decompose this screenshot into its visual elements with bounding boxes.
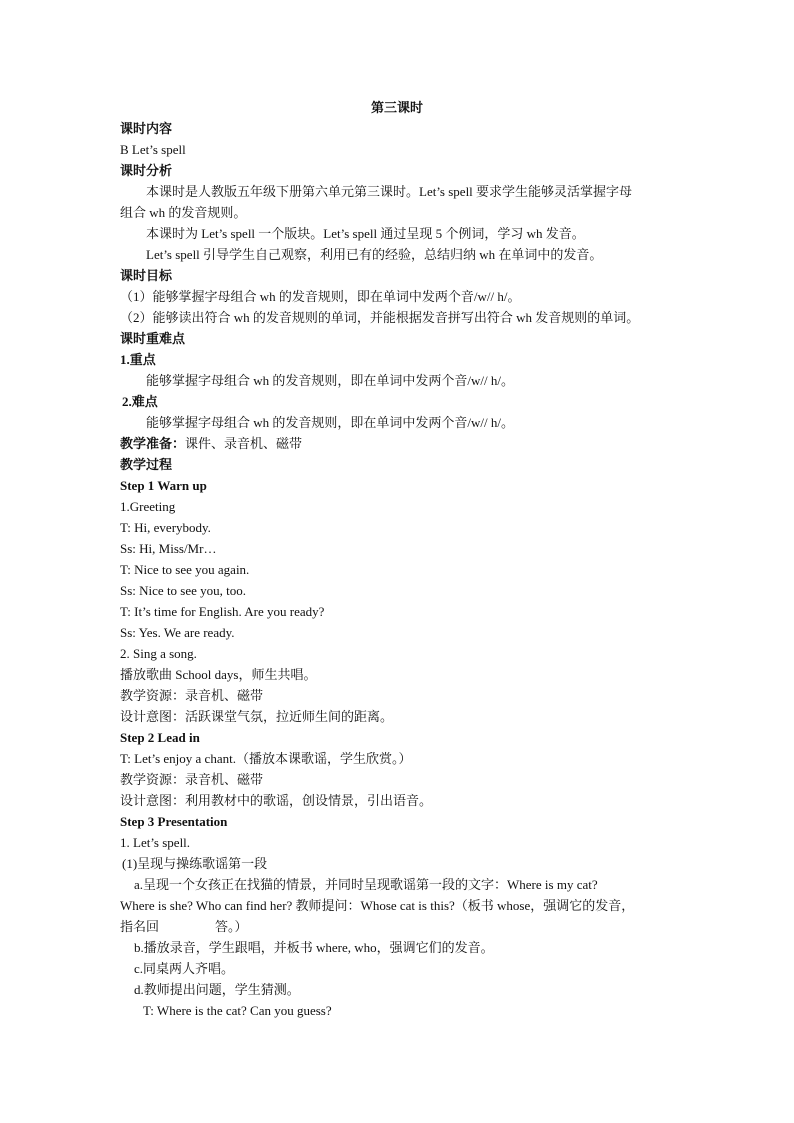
item-d: d.教师提出问题，学生猜测。 [134, 982, 300, 997]
dialogue-line-2: Ss: Hi, Miss/Mr… [120, 541, 217, 556]
key-point-text: 能够掌握字母组合 wh 的发音规则，即在单词中发两个音/w// h/。 [146, 373, 514, 388]
dialogue-line-6: Ss: Yes. We are ready. [120, 625, 235, 640]
item-c: c.同桌两人齐唱。 [134, 961, 235, 976]
page-title: 第三课时 [370, 100, 423, 115]
heading-teaching-process: 教学过程 [120, 457, 173, 472]
goal-1: （1）能够掌握字母组合 wh 的发音规则，即在单词中发两个音/w// h/。 [120, 289, 521, 304]
lesson-content-text: B Let’s spell [120, 142, 186, 157]
goal-2: （2）能够读出符合 wh 的发音规则的单词，并能根据发音拼写出符合 wh 发音规则的单词。 [120, 310, 640, 325]
item-a-line-3 [120, 919, 248, 935]
teaching-prep-label: 教学准备： [120, 436, 186, 451]
heading-lesson-content: 课时内容 [120, 121, 173, 136]
item-a-line-3-part-2: 答。） [215, 919, 248, 934]
step-3-sub-1: (1)呈现与操练歌谣第一段 [122, 856, 268, 871]
step-1-greeting: 1.Greeting [120, 499, 176, 514]
item-a-line-3-part-1: 指名回 [120, 919, 160, 934]
analysis-paragraph-3: Let’s spell 引导学生自己观察，利用已有的经验，总结归纳 wh 在单词中的发音。 [146, 247, 603, 262]
step-1-resources: 教学资源：录音机、磁带 [120, 688, 264, 703]
dialogue-line-5: T: It’s time for English. Are you ready? [120, 604, 325, 619]
heading-key-points: 课时重难点 [120, 331, 186, 346]
step-1-song: 2. Sing a song. [120, 646, 197, 661]
item-d-question: T: Where is the cat? Can you guess? [143, 1003, 332, 1018]
step-1-heading: Step 1 Warn up [120, 478, 207, 493]
key-point-heading: 1.重点 [120, 352, 156, 367]
step-2-text: T: Let’s enjoy a chant.（播放本课歌谣，学生欣赏。） [120, 751, 412, 766]
dialogue-line-4: Ss: Nice to see you, too. [120, 583, 247, 598]
dialogue-line-3: T: Nice to see you again. [120, 562, 250, 577]
dialogue-line-1: T: Hi, everybody. [120, 520, 211, 535]
step-3-heading: Step 3 Presentation [120, 814, 228, 829]
item-a-line-2: Where is she? Who can find her? 教师提问：Whose cat is this?（板书 whose，强调它的发音， [120, 898, 635, 913]
step-1-intent: 设计意图：活跃课堂气氛，拉近师生间的距离。 [120, 709, 394, 724]
item-a-line-1: a.呈现一个女孩正在找猫的情景，并同时呈现歌谣第一段的文字：Where is my cat? [134, 877, 598, 892]
song-text: 播放歌曲 School days，师生共唱。 [120, 667, 317, 682]
difficult-point-text: 能够掌握字母组合 wh 的发音规则，即在单词中发两个音/w// h/。 [146, 415, 514, 430]
analysis-paragraph-1-line-2: 组合 wh 的发音规则。 [120, 205, 247, 220]
step-2-resources: 教学资源：录音机、磁带 [120, 772, 264, 787]
step-3-spell: 1. Let’s spell. [120, 835, 191, 850]
step-2-intent: 设计意图：利用教材中的歌谣，创设情景，引出语音。 [120, 793, 433, 808]
analysis-paragraph-2: 本课时为 Let’s spell 一个版块。Let’s spell 通过呈现 5 个例词，学习 wh 发音。 [146, 226, 585, 241]
heading-lesson-analysis: 课时分析 [120, 163, 173, 178]
teaching-prep-text: 课件、录音机、磁带 [185, 436, 303, 451]
difficult-point-heading: 2.难点 [122, 394, 158, 409]
teaching-prep [120, 436, 302, 452]
item-b: b.播放录音，学生跟唱，并板书 where, who，强调它们的发音。 [134, 940, 494, 955]
step-2-heading: Step 2 Lead in [120, 730, 200, 745]
analysis-paragraph-1-line-1: 本课时是人教版五年级下册第六单元第三课时。Let’s spell 要求学生能够灵活掌握字母 [146, 184, 633, 199]
heading-lesson-goals: 课时目标 [120, 268, 173, 283]
